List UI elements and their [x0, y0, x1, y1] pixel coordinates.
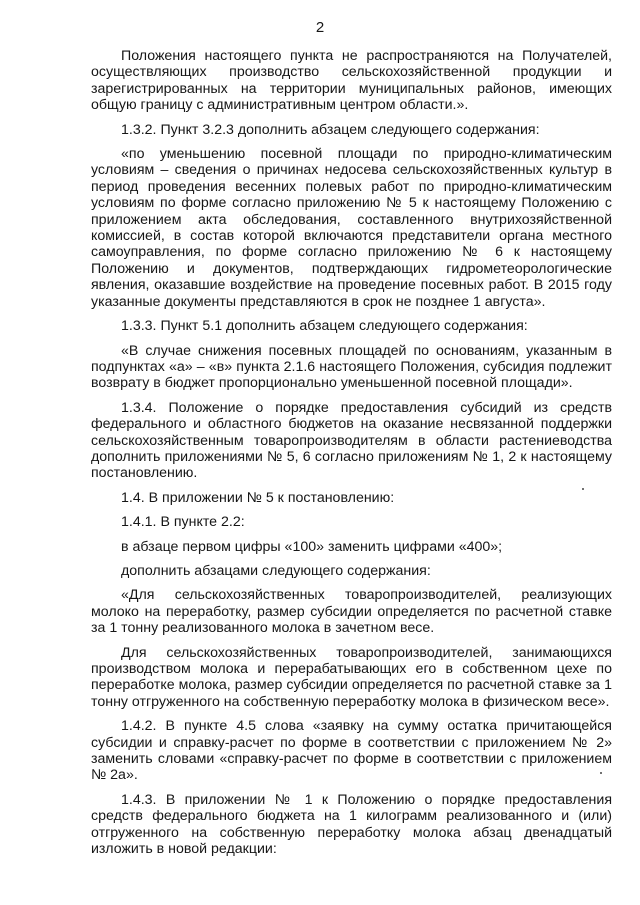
paragraph-add-clauses: дополнить абзацами следующего содержания:: [121, 562, 431, 579]
document-body: [91, 48, 612, 857]
paragraph-sowing-area-reduction: «по уменьшению посевной площади по природно-климатическим условиям – сведения о причинах недосева сельскохозяйственных культур в период проведения весенних полевых работ по природно-климатическим условиям по форме согласно приложению № 5 к настоящему Положению с приложением акта обследования, составленного внутрихозяйственной комиссией, в состав которой включаются представители органа местного самоуправления, по форме согласно приложению № 6 к настоящему Положению и документов, подтверждающих гидрометеорологические явления, оказавшие воздействие на проведение посевных работ. В 2015 году указанные документы представляются в срок не позднее 1 августа».: [91, 146, 612, 310]
scan-speck: [582, 488, 584, 490]
paragraph-1-4: 1.4. В приложении № 5 к постановлению:: [121, 489, 395, 506]
paragraph-exclusion-clause: Положения настоящего пункта не распространяются на Получателей, осуществляющих производство сельскохозяйственной продукции и зарегистрированных на территории муниципальных районов, имеющих общую границу с административным центром области.».: [91, 48, 612, 114]
paragraph-replace-digits: в абзаце первом цифры «100» заменить цифрами «400»;: [121, 538, 503, 555]
scan-speck: [600, 772, 602, 774]
page-number: 2: [315, 19, 325, 36]
paragraph-1-4-3: 1.4.3. В приложении № 1 к Положению о порядке предоставления средств федерального бюджета на 1 килограмм реализованного и (или) отгруженного на собственную переработку молока абзац двенадцатый изложить в новой редакции:: [91, 791, 612, 858]
paragraph-subsidy-refund: «В случае снижения посевных площадей по основаниям, указанным в подпунктах «а» – «в» пункта 2.1.6 настоящего Положения, субсидия подлежит возврату в бюджет пропорционально уменьшенной посевной площади».: [91, 342, 612, 392]
paragraph-1-3-2: 1.3.2. Пункт 3.2.3 дополнить абзацем следующего содержания:: [121, 121, 540, 138]
paragraph-1-3-3: 1.3.3. Пункт 5.1 дополнить абзацем следующего содержания:: [121, 318, 528, 335]
paragraph-milk-sales: «Для сельскохозяйственных товаропроизводителей, реализующих молоко на переработку, размер субсидии определяется по расчетной ставке за 1 тонну реализованного молока в зачетном весе.: [91, 587, 612, 637]
paragraph-1-4-2: 1.4.2. В пункте 4.5 слова «заявку на сумму остатка причитающейся субсидии и справку-расчет по форме в соответствии с приложением № 2» заменить словами «справку-расчет по форме в соответствии с приложением № 2а».: [91, 718, 612, 784]
paragraph-1-3-4: 1.3.4. Положение о порядке предоставления субсидий из средств федерального и областного бюджетов на оказание несвязанной поддержки сельскохозяйственным товаропроизводителям в области растениеводства дополнить приложениями № 5, 6 согласно приложениям № 1, 2 к настоящему постановлению.: [91, 399, 612, 482]
paragraph-milk-processing: Для сельскохозяйственных товаропроизводителей, занимающихся производством молока и перерабатывающих его в собственном цехе по переработке молока, размер субсидии определяется по расчетной ставке за 1 тонну отгруженного на собственную переработку молока в физическом весе».: [91, 644, 612, 710]
paragraph-1-4-1: 1.4.1. В пункте 2.2:: [121, 514, 245, 531]
